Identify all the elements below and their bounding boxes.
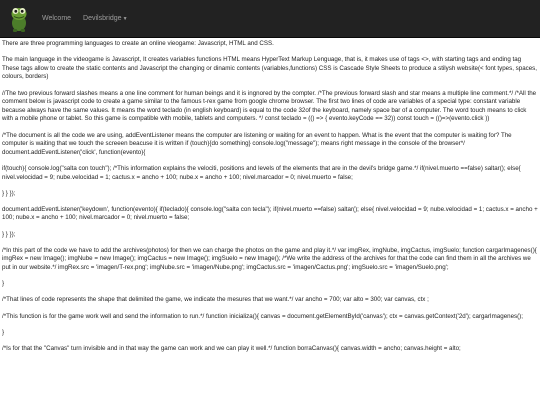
paragraph-closing-brace: } [2,280,5,288]
paragraph-closing-brace: } [2,328,5,336]
article-body [0,38,540,354]
paragraph-touch-handler: if(touch){ console.log("salta con touch"); /*This information explains the velociti, positions and levels of the elements that are in the devil's bridge game.*/ if(nivel.muerto ==false) saltar(); else{ nivel.velocidad = 9; nube.velocidad = 1; cactus.x = ancho + 100; nube.x = ancho + 100; nivel.marcador = 0; nivel.muerto = false; [2,164,521,181]
paragraph-canvas-size: /*That lines of code represents the shape that delimited the game, we indicate the mesures that we want.*/ var ancho = 700; var alto = 300; var canvas, ctx ; [2,296,429,304]
nav-devilsbridge-dropdown[interactable] [83,15,127,22]
top-navbar [0,0,540,38]
paragraph-closing-braces: } } }); [2,230,16,238]
frog-character-icon[interactable] [8,4,30,34]
paragraph-click-listener: /*The document is all the code we are using, addEventListener means the computer are listening or waiting for an event to happen. What is the event that the computer is waiting for? The computer is waiting that we touch the screeen beacuse it is written if (touch){do something} console.log("message"); means right message in the console of the browser*/ document.addEventListener('click', function(evento){ [2,131,512,156]
nav-dropdown-label: Devilsbridge [83,15,122,22]
paragraph-closing-braces: } } }); [2,189,16,197]
nav-welcome-link[interactable]: Welcome [42,15,72,22]
paragraph-keydown-listener: document.addEventListener('keydown', function(evento){ if(teclado){ console.log("salta con tecla"); if(nivel.muerto ==false) saltar(); else{ nivel.velocidad = 9; nube.velocidad = 1; cactus.x = ancho + 100; nube.x = ancho + 100; nivel.marcador = 0; nivel.muerto = false; [2,205,538,222]
paragraph-initialize: /*This function is for the game work well and send the information to run.*/ function inicializa(){ canvas = document.getElementById('canvas'); ctx = canvas.getContext('2d'); cargarImagenes(); [2,312,523,320]
paragraph-languages: The main language in the videogame is Javascript, It creates variables functions HTML means HyperText Markup Lenguage, that is, it makes use of tags <>, with starting tags and ending tag These tags allow to create the static contents and Javascript the changing or dinamic contents (variables,functions) CSS is Cascade Style Sheets to produce a stilysh website(< font types, spaces, colours, borders) [2,56,537,81]
paragraph-load-images: /*In this part of the code we have to add the archives(photos) for then we can charge the photos on the game and play it.*/ var imgRex, imgNube, imgCactus, imgSuelo; function cargarImagenes(){ imgRex = new Image(); imgNube = new Image(); imgCactus = new Image(); imgSuelo = new Image(); /*We write the address of the archives for that the code can find them in all the archives we put in our website.*/ imgRex.src = 'imagen/T-rex.png'; imgNube.src = 'imagen/Nube.png'; imgCactus.src = 'imagen/Cactus.png'; imgSuelo.src = 'imagen/Suelo.png'; [2,246,537,272]
paragraph-intro: There are three programming languages to create an online vieogame: Javascript, HTML and CSS. [2,40,274,47]
paragraph-comments-code: //The two previous forward slashes means a one line comment for human beings and it is ingnored by the compter. /*The previous forward slash and star means a multiple line comment.*/ /*All the comment below is javascript code to create a game similar to the famous t-rex game from google chrome browser. The first two lines of code are variables of a special type: constant variable because always have the same values. It means the word teclado (in english keyboard) is equal to the code 32of the keyboard, namely space bar of a computer. The word touch means to click with a mobile phone or tablet. So this game is compatible with mobile, tablets and computers. */ const teclado = (() => { evento.keyCode == 32)) const touch = (()=>(evento.click )) [2,89,537,123]
caret-down-icon: ▼ [122,16,128,22]
paragraph-clear-canvas: /*Is for that the "Canvas" turn invisible and in that way the game can work and we can play it well.*/ function borraCanvas(){ canvas.width = ancho; canvas.height = alto; [2,344,461,352]
